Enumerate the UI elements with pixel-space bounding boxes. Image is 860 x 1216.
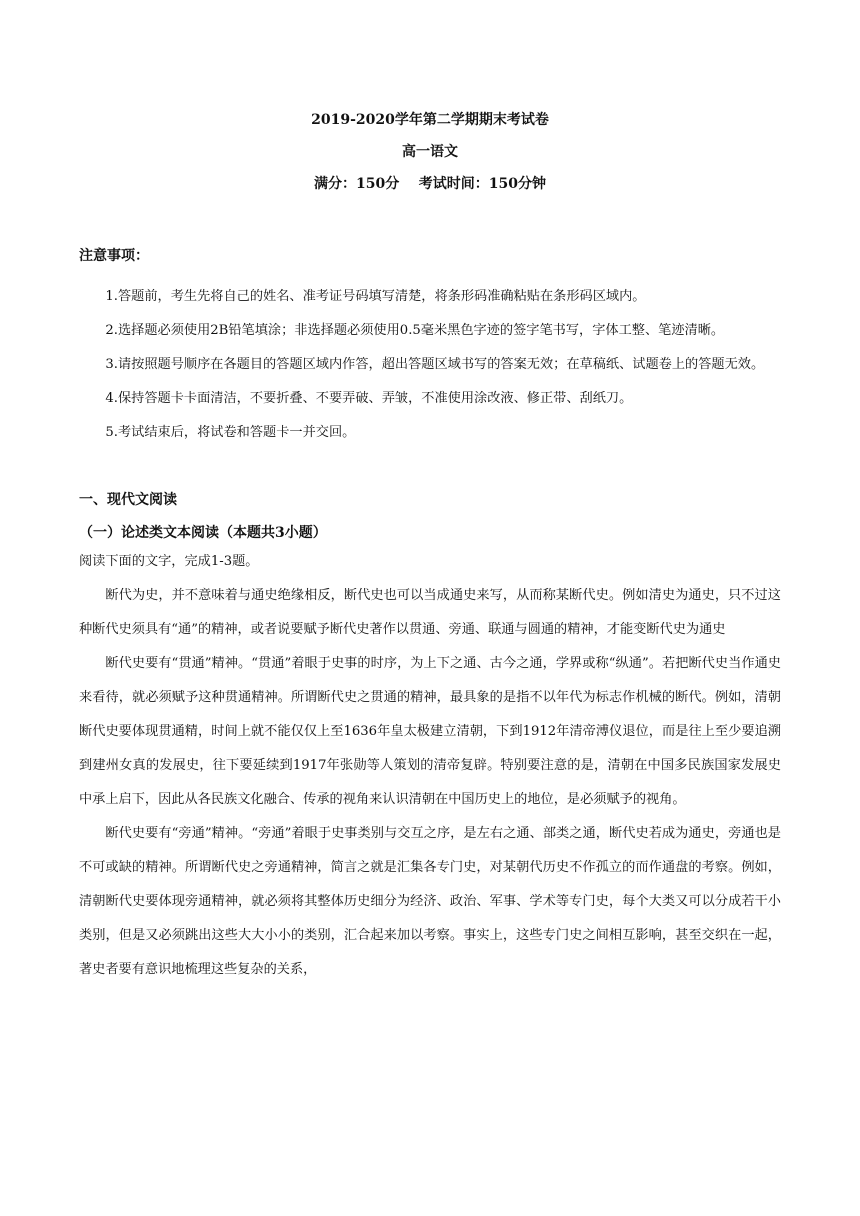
exam-header — [0, 110, 860, 206]
notice-item-5: 5.考试结束后，将试卷和答题卡一并交回。 — [105, 425, 356, 440]
score-and-time: 满分：150分 考试时间：150分钟 — [314, 176, 546, 192]
exam-title: 2019-2020学年第二学期期末考试卷 — [311, 112, 549, 128]
passage-paragraph-1: 断代为史，并不意味着与通史绝缘相反，断代史也可以当成通史来写，从而称某断代史。例如清史为通史，只不过这种断代史须具有“通”的精神，或者说要赋予断代史著作以贯通、旁通、联通与圆通的精神，才能变断代史为通史 — [79, 588, 781, 637]
reading-instruction: 阅读下面的文字，完成1-3题。 — [79, 554, 259, 569]
notice-item-4: 4.保持答题卡卡面清洁，不要折叠、不要弄破、弄皱，不准使用涂改液、修正带、刮纸刀。 — [105, 391, 633, 406]
reading-passage — [79, 579, 781, 987]
notice-item-3: 3.请按照题号顺序在各题目的答题区域内作答，超出答题区域书写的答案无效；在草稿纸、试题卷上的答题无效。 — [105, 357, 765, 372]
passage-paragraph-3: 断代史要有“旁通”精神。“旁通”着眼于史事类别与交互之序，是左右之通、部类之通，断代史若成为通史，旁通也是不可或缺的精神。所谓断代史之旁通精神，简言之就是汇集各专门史，对某朝代历史不作孤立的而作通盘的考察。例如，清朝断代史要体现旁通精神，就必须将其整体历史细分为经济、政治、军事、学术等专门史，每个大类又可以分成若干小类别，但是又必须跳出这些大大小小的类别，汇合起来加以考察。事实上，这些专门史之间相互影响，甚至交织在一起，著史者要有意识地梳理这些复杂的关系， — [79, 826, 781, 977]
exam-content — [79, 246, 781, 987]
passage-paragraph-2: 断代史要有“贯通”精神。“贯通”着眼于史事的时序，为上下之通、古今之通，学界或称“纵通”。若把断代史当作通史来看待，就必须赋予这种贯通精神。所谓断代史之贯通的精神，最具象的是指不以年代为标志作机械的断代。例如，清朝断代史要体现贯通精，时间上就不能仅仅上至1636年皇太极建立清朝，下到1912年清帝溥仪退位，而是往上至少要追溯到建州女真的发展史，往下要延续到1917年张勋等人策划的清帝复辟。特别要注意的是，清朝在中国多民族国家发展史中承上启下，因此从各民族文化融合、传承的视角来认识清朝在中国历史上的地位，是必须赋予的视角。 — [79, 656, 781, 807]
notice-item-2: 2.选择题必须使用2B铅笔填涂；非选择题必须使用0.5毫米黑色字迹的签字笔书写，字体工整、笔迹清晰。 — [105, 323, 725, 338]
subject-title: 高一语文 — [402, 144, 458, 160]
section-heading: 一、现代文阅读 — [79, 492, 177, 508]
subsection-heading: （一）论述类文本阅读（本题共3小题） — [79, 525, 327, 541]
notice-item-1: 1.答题前，考生先将自己的姓名、准考证号码填写清楚，将条形码准确粘贴在条形码区域内。 — [105, 289, 646, 304]
notice-list — [79, 280, 781, 450]
notice-heading: 注意事项： — [79, 248, 149, 264]
